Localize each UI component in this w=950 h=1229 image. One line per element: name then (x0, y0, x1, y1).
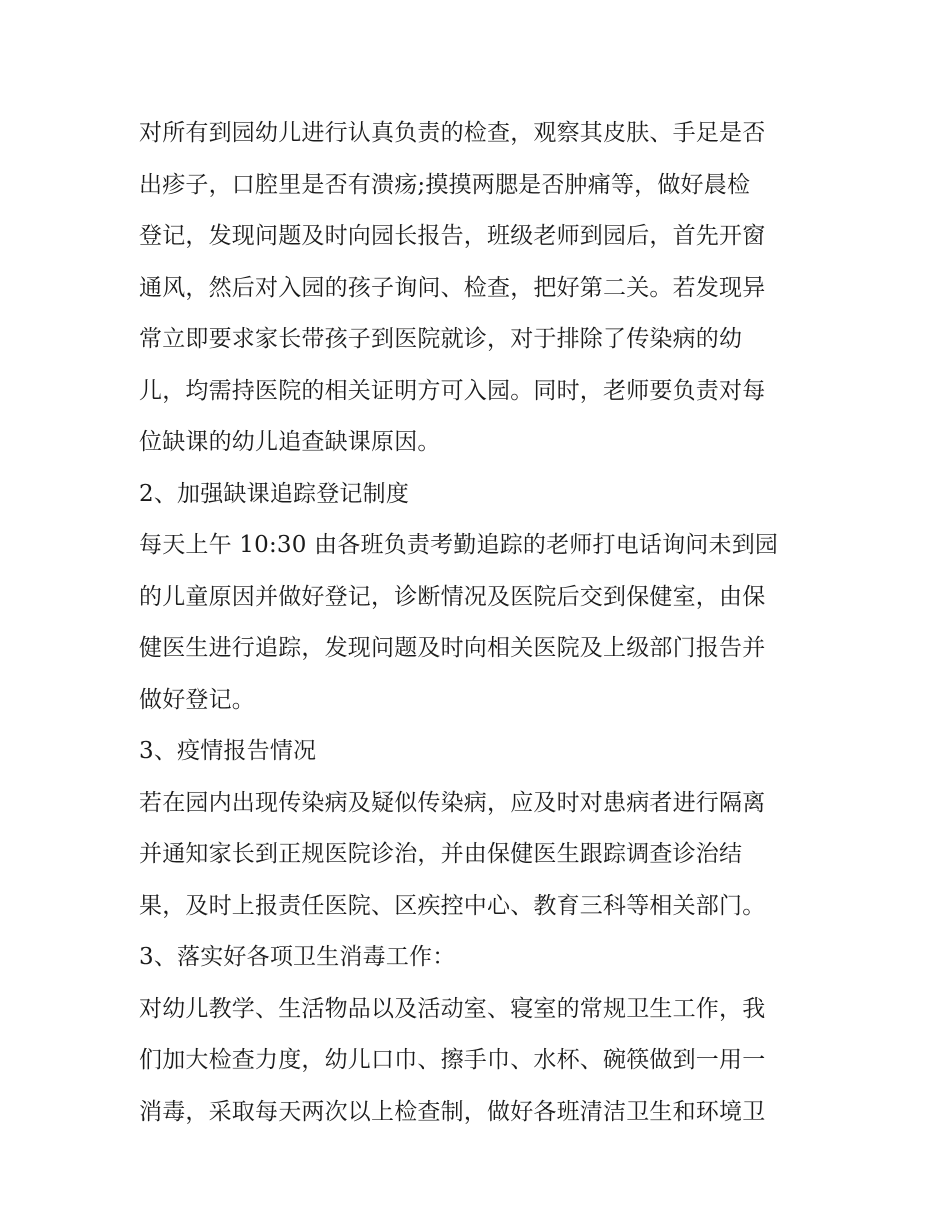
section-heading: 2、加强缺课追踪登记制度 (139, 480, 410, 507)
text-line: 位缺课的幼儿追查缺课原因。 (139, 429, 441, 455)
text-line: 并通知家长到正规医院诊治，并由保健医生跟踪调查诊治结 (139, 841, 743, 867)
text-line: 对所有到园幼儿进行认真负责的检查，观察其皮肤、手足是否 (139, 120, 766, 146)
text-line: 做好登记。 (139, 686, 255, 713)
text-line: 通风，然后对入园的孩子询问、检查，把好第二关。若发现异 (139, 274, 766, 301)
text-line: 出疹子，口腔里是否有溃疡;摸摸两腮是否肿痛等，做好晨检 (139, 171, 751, 198)
document-body (139, 108, 819, 1138)
text-line: 登记，发现问题及时向园长报告，班级老师到园后，首先开窗 (139, 223, 766, 249)
section-heading: 3、落实好各项卫生消毒工作： (139, 944, 456, 970)
text-line: 儿，均需持医院的相关证明方可入园。同时，老师要负责对每 (139, 377, 766, 404)
text-line: 若在园内出现传染病及疑似传染病，应及时对患病者进行隔离 (139, 789, 766, 816)
text-line: 健医生进行追踪，发现问题及时向相关医院及上级部门报告并 (139, 635, 766, 661)
text-line: 果，及时上报责任医院、区疾控中心、教育三科等相关部门。 (139, 892, 766, 919)
text-line: 的儿童原因并做好登记，诊断情况及医院后交到保健室，由保 (139, 583, 766, 610)
text-line: 消毒，采取每天两次以上检查制，做好各班清洁卫生和环境卫 (139, 1098, 766, 1125)
text-line: 常立即要求家长带孩子到医院就诊，对于排除了传染病的幼 (139, 326, 743, 352)
text-line: 每天上午 10:30 由各班负责考勤追踪的老师打电话询问未到园 (139, 532, 779, 558)
text-line: 对幼儿教学、生活物品以及活动室、寝室的常规卫生工作，我 (139, 995, 766, 1022)
section-heading: 3、疫情报告情况 (139, 738, 317, 764)
text-line: 们加大检查力度，幼儿口巾、擦手巾、水杯、碗筷做到一用一 (139, 1047, 766, 1073)
